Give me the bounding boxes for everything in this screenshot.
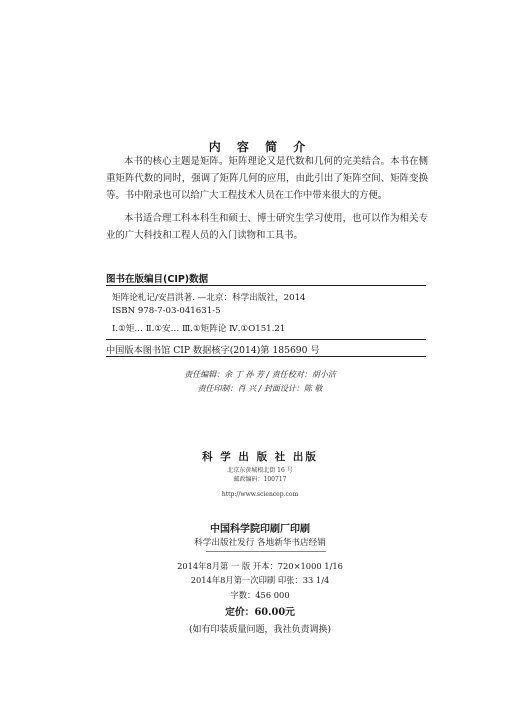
summary-title: 内 容 简 介 [208, 140, 312, 154]
summary-paragraph-1: 本书的核心主题是矩阵。矩阵理论又是代数和几何的完美结合。本书在侧重矩阵代数的同时，强调了矩阵几何的应用，由此引出了矩阵空间、矩阵变换等。书中附录也可以给广大工程技术人员在工作中带来很大的方便。 [106, 156, 428, 201]
printing-line: 2014年8月第一次印刷 印张：33 1/4 [190, 575, 330, 585]
publisher-name: 科 学 出 版 社 出版 [202, 451, 318, 463]
summary-paragraph-2: 本书适合理工科本科生和硕士、博士研究生学习使用，也可以作为相关专业的广大科技和工程人员的入门读物和工具书。 [106, 213, 428, 241]
cip-isbn-line: ISBN 978-7-03-041631-5 [112, 306, 221, 316]
editors-line-1: 责任编辑：余 丁 孙 芳 / 责任校对：胡小洁 [184, 370, 336, 379]
publisher-postcode: 邮政编码：100717 [233, 476, 287, 483]
publisher-website: http://www.sciencep.com [221, 491, 299, 498]
cip-middle-rule [106, 339, 426, 340]
price: 定价：60.00元 [225, 607, 295, 618]
publisher-address: 北京东黄城根北街 16 号 [227, 467, 293, 474]
distribution-rule [206, 551, 326, 552]
editors-line-2: 责任印制：肖 兴 / 封面设计：陈 敬 [197, 384, 323, 393]
cip-heading: 图书在版编目(CIP)数据 [106, 274, 209, 285]
edition-line: 2014年8月第 一 版 开本：720×1000 1/16 [177, 561, 343, 571]
cip-classification-line: Ⅰ.①矩… Ⅱ.①安… Ⅲ.①矩阵论 Ⅳ.①O151.21 [112, 324, 286, 334]
printer-name: 中国科学院印刷厂印刷 [210, 524, 310, 535]
distribution-line: 科学出版社发行 各地新华书店经销 [194, 538, 326, 548]
cip-title-line: 矩阵论札记/安昌洪著. —北京：科学出版社，2014 [112, 293, 306, 303]
cip-top-rule [106, 285, 426, 286]
cip-bottom-rule [106, 356, 426, 357]
quality-notice: (如有印装质量问题，我社负责调换) [188, 625, 332, 635]
cip-record-number: 中国版本图书馆 CIP 数据核字(2014)第 185690 号 [106, 345, 320, 356]
word-count: 字数：456 000 [230, 590, 290, 600]
